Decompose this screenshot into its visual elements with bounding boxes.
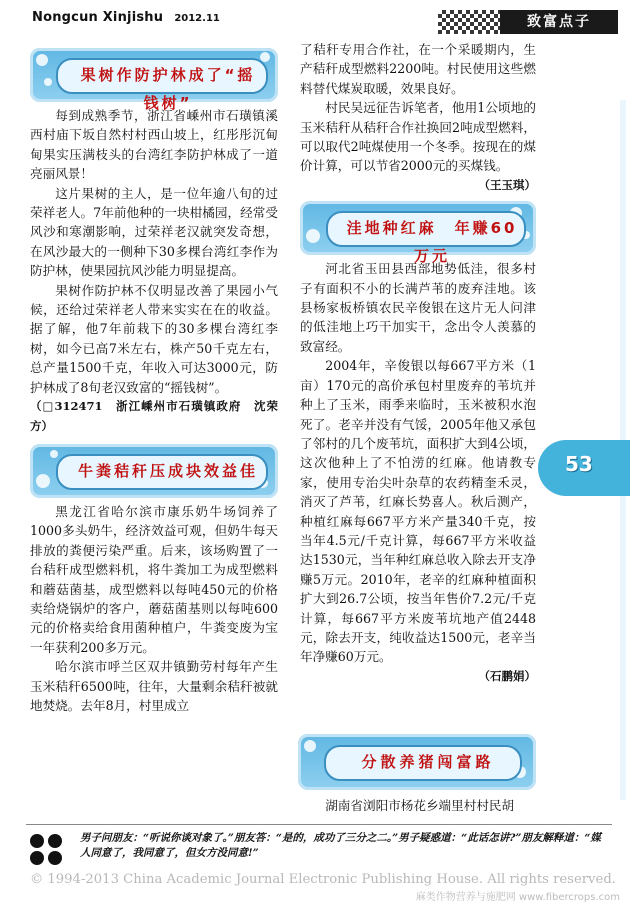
article-paragraph: 了秸秆专用合作社，在一个采暖期内，生产秸秆成型燃料2200吨。村民使用这些燃料替代煤炭取暖，效果良好。 [300, 42, 536, 96]
magazine-header [32, 6, 220, 25]
postal-code: □312471 [42, 399, 103, 414]
article-paragraph: 黑龙江省哈尔滨市康乐奶牛场饲养了1000多头奶牛，经济效益可观，但奶牛每天排放的粪便污染严重。后来，该场购置了一台秸秆成型燃料机，将牛粪加工为成型燃料和蘑菇菌基，成型燃料以每吨450元的价格卖给烧锅炉的客户，蘑菇菌基则以每吨600元的价格卖给食用菌种植户，牛粪变废为宝一年获利200多万元。 [30, 503, 278, 655]
watermark: 麻类作物营养与施肥网 www.fibercrops.com [415, 892, 620, 903]
article-title-banner [300, 201, 536, 266]
article-paragraph: 河北省玉田县西部地势低洼，很多村子有面积不小的长满芦苇的废弃洼地。该县杨家板桥镇农民辛俊银在这片无人问津的低洼地上巧干加实干，念出令人羡慕的致富经。 [300, 261, 536, 354]
magazine-name: Nongcun Xinjishu [32, 10, 164, 25]
article-paragraph: 2004年，辛俊银以每667平方米（1亩）170元的高价承包村里废弃的苇坑并种上了玉米，雨季来临时，玉米被积水泡死了。老辛并没有气馁，2005年他又承包了邻村的几个废苇坑，面积扩大到4公顷，这次他种上了不怕涝的红麻。他请教专家，使用专治尖叶杂草的农药精奎禾灵，消灭了芦苇，红麻长势喜人。秋后测产，种植红麻每667平方米产量340千克，按当年4.5元/千克计算，每667平方米收益达1530元，当年种红麻总收入除去开支净赚5万元。2010年，老辛的红麻种植面积扩大到26.7公顷，按当年售价7.2元/千克计算，每667平方米废苇坑地产值2448元，除去开支，纯收益达1500元，老辛当年净赚60万元。 [300, 358, 536, 665]
left-column [30, 48, 278, 715]
article-title-banner [30, 48, 278, 112]
article-title: 洼地种红麻 年赚60万元 [346, 219, 518, 266]
article-paragraph: 这片果树的主人，是一位年逾八旬的过荣祥老人。7年前他种的一块柑橘园，经常受风沙和寒潮影响，过荣祥老汉就突发奇想，在风沙最大的一侧种下30多棵台湾红李作为防护林，使果园抗风沙能力明显提高。 [30, 185, 278, 279]
article-signature: （石鹏娟） [478, 668, 536, 683]
author-credit: 浙江嵊州市石璜镇政府 沈荣方） [30, 399, 279, 433]
footer-divider [26, 824, 612, 825]
article-title: 果树作防护林成了“摇钱树” [80, 66, 256, 112]
article-paragraph: 村民吴远征告诉笔者，他用1公顷地的玉米秸秆从秸秆合作社换回2吨成型燃料，可以取代2吨煤使用一个冬季。按现在的煤价计算，可以节省2000元的买煤钱。 [300, 100, 536, 174]
joke-text: 男子问朋友：“听说你谈对象了。”朋友答：“是的，成功了三分之二。”男子疑惑道：“此话怎讲?”朋友解释道：“媒人同意了，我同意了，但女方没同意!” [80, 832, 601, 859]
dots-icon [30, 834, 70, 868]
article-paragraph: 哈尔滨市呼兰区双井镇勤劳村每年产生玉米秸秆6500吨，往年，大量剩余秸秆被就地焚烧。去年8月，村里成立 [30, 659, 278, 713]
article-paragraph: 每到成熟季节，浙江省嵊州市石璜镇溪西村庙下坂自然村村西山坡上，红彤彤沉甸甸果实压满枝头的台湾红李防护林成了一道亮丽风景！ [30, 108, 278, 182]
article-title: 牛粪秸秆压成块效益佳 [77, 461, 258, 480]
issue-number: 2012.11 [174, 13, 220, 24]
article-title-banner [298, 734, 536, 790]
article-first-line: 湖南省浏阳市杨花乡端里村村民胡 [325, 798, 515, 813]
article-credit: （□312471 浙江嵊州市石璜镇政府 沈荣方） [30, 399, 279, 433]
article-title: 分散养猪闯富路 [361, 753, 495, 771]
article-signature: （王玉琪） [478, 177, 536, 192]
copyright-notice: © 1994-2013 China Academic Journal Electronic Publishing House. All rights reserved. [30, 872, 616, 887]
page-number: 53 [565, 452, 593, 476]
article-title-banner [30, 444, 278, 498]
article-paragraph: 果树作防护林不仅明显改善了果园小气候，还给过荣祥老人带来实实在在的收益。据了解，他7年前栽下的30多棵台湾红李树，如今已高7米左右，株产50千克左右，总产量1500千克，年收入可达3000元，防护林成了8旬老汉致富的“摇钱树”。 [30, 282, 278, 395]
section-title: 致富点子 [500, 10, 618, 34]
right-column [300, 40, 536, 686]
